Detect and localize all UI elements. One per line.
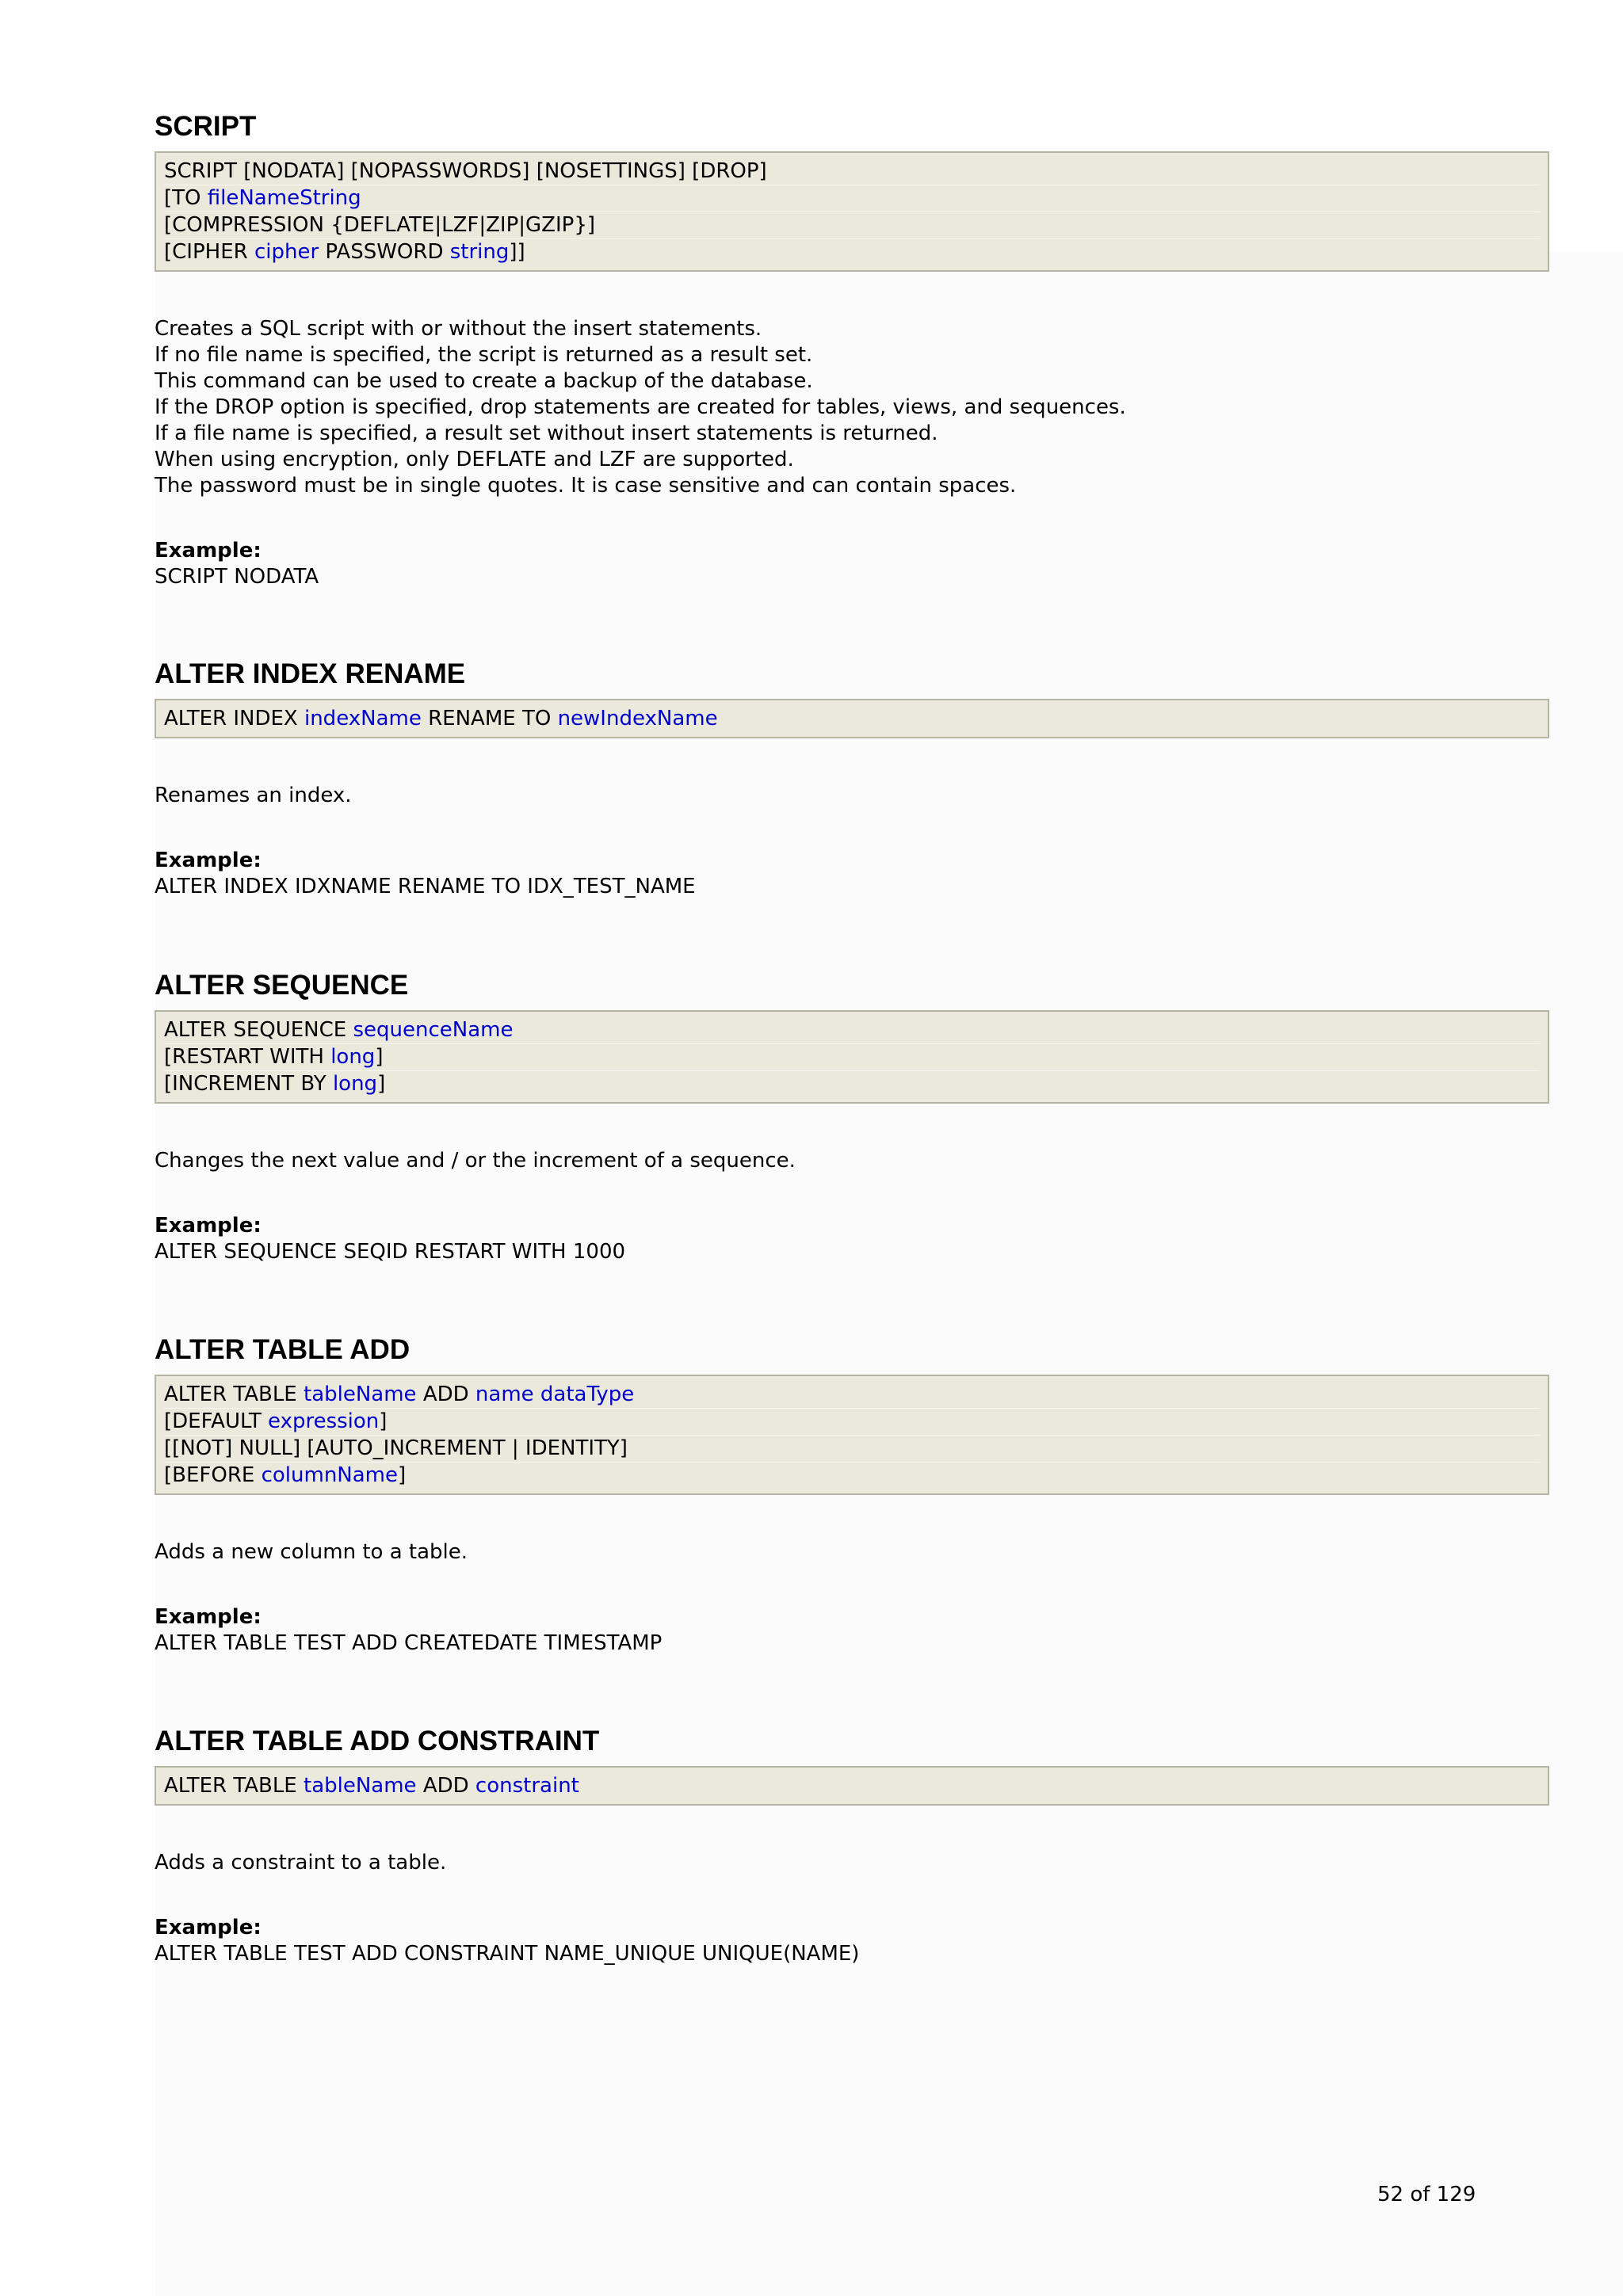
section-description <box>155 1539 1549 1566</box>
section-alter-table-add <box>155 1333 1549 1657</box>
description-line: If a file name is specified, a result set without insert statements is returned. <box>155 421 938 445</box>
syntax-variable: dataType <box>540 1383 635 1406</box>
syntax-line: [CIPHER cipher PASSWORD string]] <box>164 238 1540 265</box>
syntax-variable: indexName <box>304 707 422 730</box>
description-line: Renames an index. <box>155 784 352 807</box>
syntax-line: ALTER SEQUENCE sequenceName <box>164 1018 514 1042</box>
syntax-variable: long <box>330 1045 376 1069</box>
syntax-line: [COMPRESSION {DEFLATE|LZF|ZIP|GZIP}] <box>164 212 1540 238</box>
syntax-line: [[NOT] NULL] [AUTO_INCREMENT | IDENTITY] <box>164 1435 1540 1462</box>
description-line: Adds a new column to a table. <box>155 1540 468 1564</box>
syntax-box <box>155 151 1549 272</box>
description-line: When using encryption, only DEFLATE and LZF are supported. <box>155 448 794 471</box>
section-title: ALTER SEQUENCE <box>155 970 409 1001</box>
syntax-box <box>155 1766 1549 1806</box>
syntax-line: ALTER INDEX indexName RENAME TO newIndexName <box>164 707 718 730</box>
syntax-line: [DEFAULT expression] <box>164 1408 1540 1435</box>
syntax-variable: long <box>332 1072 378 1096</box>
syntax-line: [RESTART WITH long] <box>164 1043 1540 1070</box>
syntax-line: ALTER TABLE tableName ADD name dataType <box>164 1383 635 1406</box>
section-description <box>155 783 1549 809</box>
example-label: Example: <box>155 1916 262 1939</box>
section-title: ALTER INDEX RENAME <box>155 658 466 689</box>
description-line: Changes the next value and / or the increment of a sequence. <box>155 1149 796 1173</box>
syntax-variable: newIndexName <box>557 707 718 730</box>
section-alter-sequence <box>155 969 1549 1265</box>
description-line: Creates a SQL script with or without the insert statements. <box>155 317 762 341</box>
section-title: SCRIPT <box>155 111 257 142</box>
section-title: ALTER TABLE ADD CONSTRAINT <box>155 1726 600 1756</box>
syntax-box <box>155 1375 1549 1495</box>
syntax-line: ALTER TABLE tableName ADD constraint <box>164 1774 579 1798</box>
syntax-box <box>155 1010 1549 1104</box>
syntax-variable: expression <box>268 1409 380 1433</box>
syntax-variable: columnName <box>261 1463 399 1487</box>
syntax-variable: name <box>475 1383 534 1406</box>
syntax-line: [BEFORE columnName] <box>164 1462 1540 1489</box>
section-alter-table-add-constraint <box>155 1725 1549 1967</box>
syntax-variable: string <box>449 240 510 264</box>
syntax-box <box>155 699 1549 738</box>
syntax-variable: fileNameString <box>207 186 361 210</box>
section-title: ALTER TABLE ADD <box>155 1334 411 1365</box>
syntax-line: SCRIPT [NODATA] [NOPASSWORDS] [NOSETTINGS] [DROP] <box>164 159 767 183</box>
syntax-variable: constraint <box>475 1774 579 1798</box>
example-label: Example: <box>155 1605 262 1629</box>
description-line: If no file name is specified, the script is returned as a result set. <box>155 343 813 367</box>
description-line: The password must be in single quotes. It is case sensitive and can contain spaces. <box>155 474 1017 498</box>
example-label: Example: <box>155 849 262 872</box>
page-number: 52 of 129 <box>1377 2183 1476 2206</box>
section-script <box>155 110 1549 590</box>
section-description <box>155 1148 1549 1174</box>
example-code: ALTER TABLE TEST ADD CONSTRAINT NAME_UNIQUE UNIQUE(NAME) <box>155 1942 860 1966</box>
syntax-variable: cipher <box>254 240 319 264</box>
section-description <box>155 316 1549 499</box>
section-alter-index-rename <box>155 658 1549 900</box>
syntax-line: [INCREMENT BY long] <box>164 1070 1540 1097</box>
description-line: If the DROP option is specified, drop statements are created for tables, views, and sequences. <box>155 395 1126 419</box>
example-code: ALTER INDEX IDXNAME RENAME TO IDX_TEST_NAME <box>155 875 696 898</box>
example-label: Example: <box>155 1214 262 1238</box>
description-line: Adds a constraint to a table. <box>155 1851 447 1875</box>
description-line: This command can be used to create a backup of the database. <box>155 369 813 393</box>
syntax-variable: sequenceName <box>353 1018 514 1042</box>
syntax-line: [TO fileNameString <box>164 185 1540 212</box>
syntax-variable: tableName <box>304 1383 417 1406</box>
example-code: SCRIPT NODATA <box>155 565 319 589</box>
syntax-variable: tableName <box>304 1774 417 1798</box>
example-code: ALTER TABLE TEST ADD CREATEDATE TIMESTAMP <box>155 1631 663 1655</box>
example-code: ALTER SEQUENCE SEQID RESTART WITH 1000 <box>155 1240 626 1264</box>
example-label: Example: <box>155 539 262 563</box>
section-description <box>155 1850 1549 1876</box>
